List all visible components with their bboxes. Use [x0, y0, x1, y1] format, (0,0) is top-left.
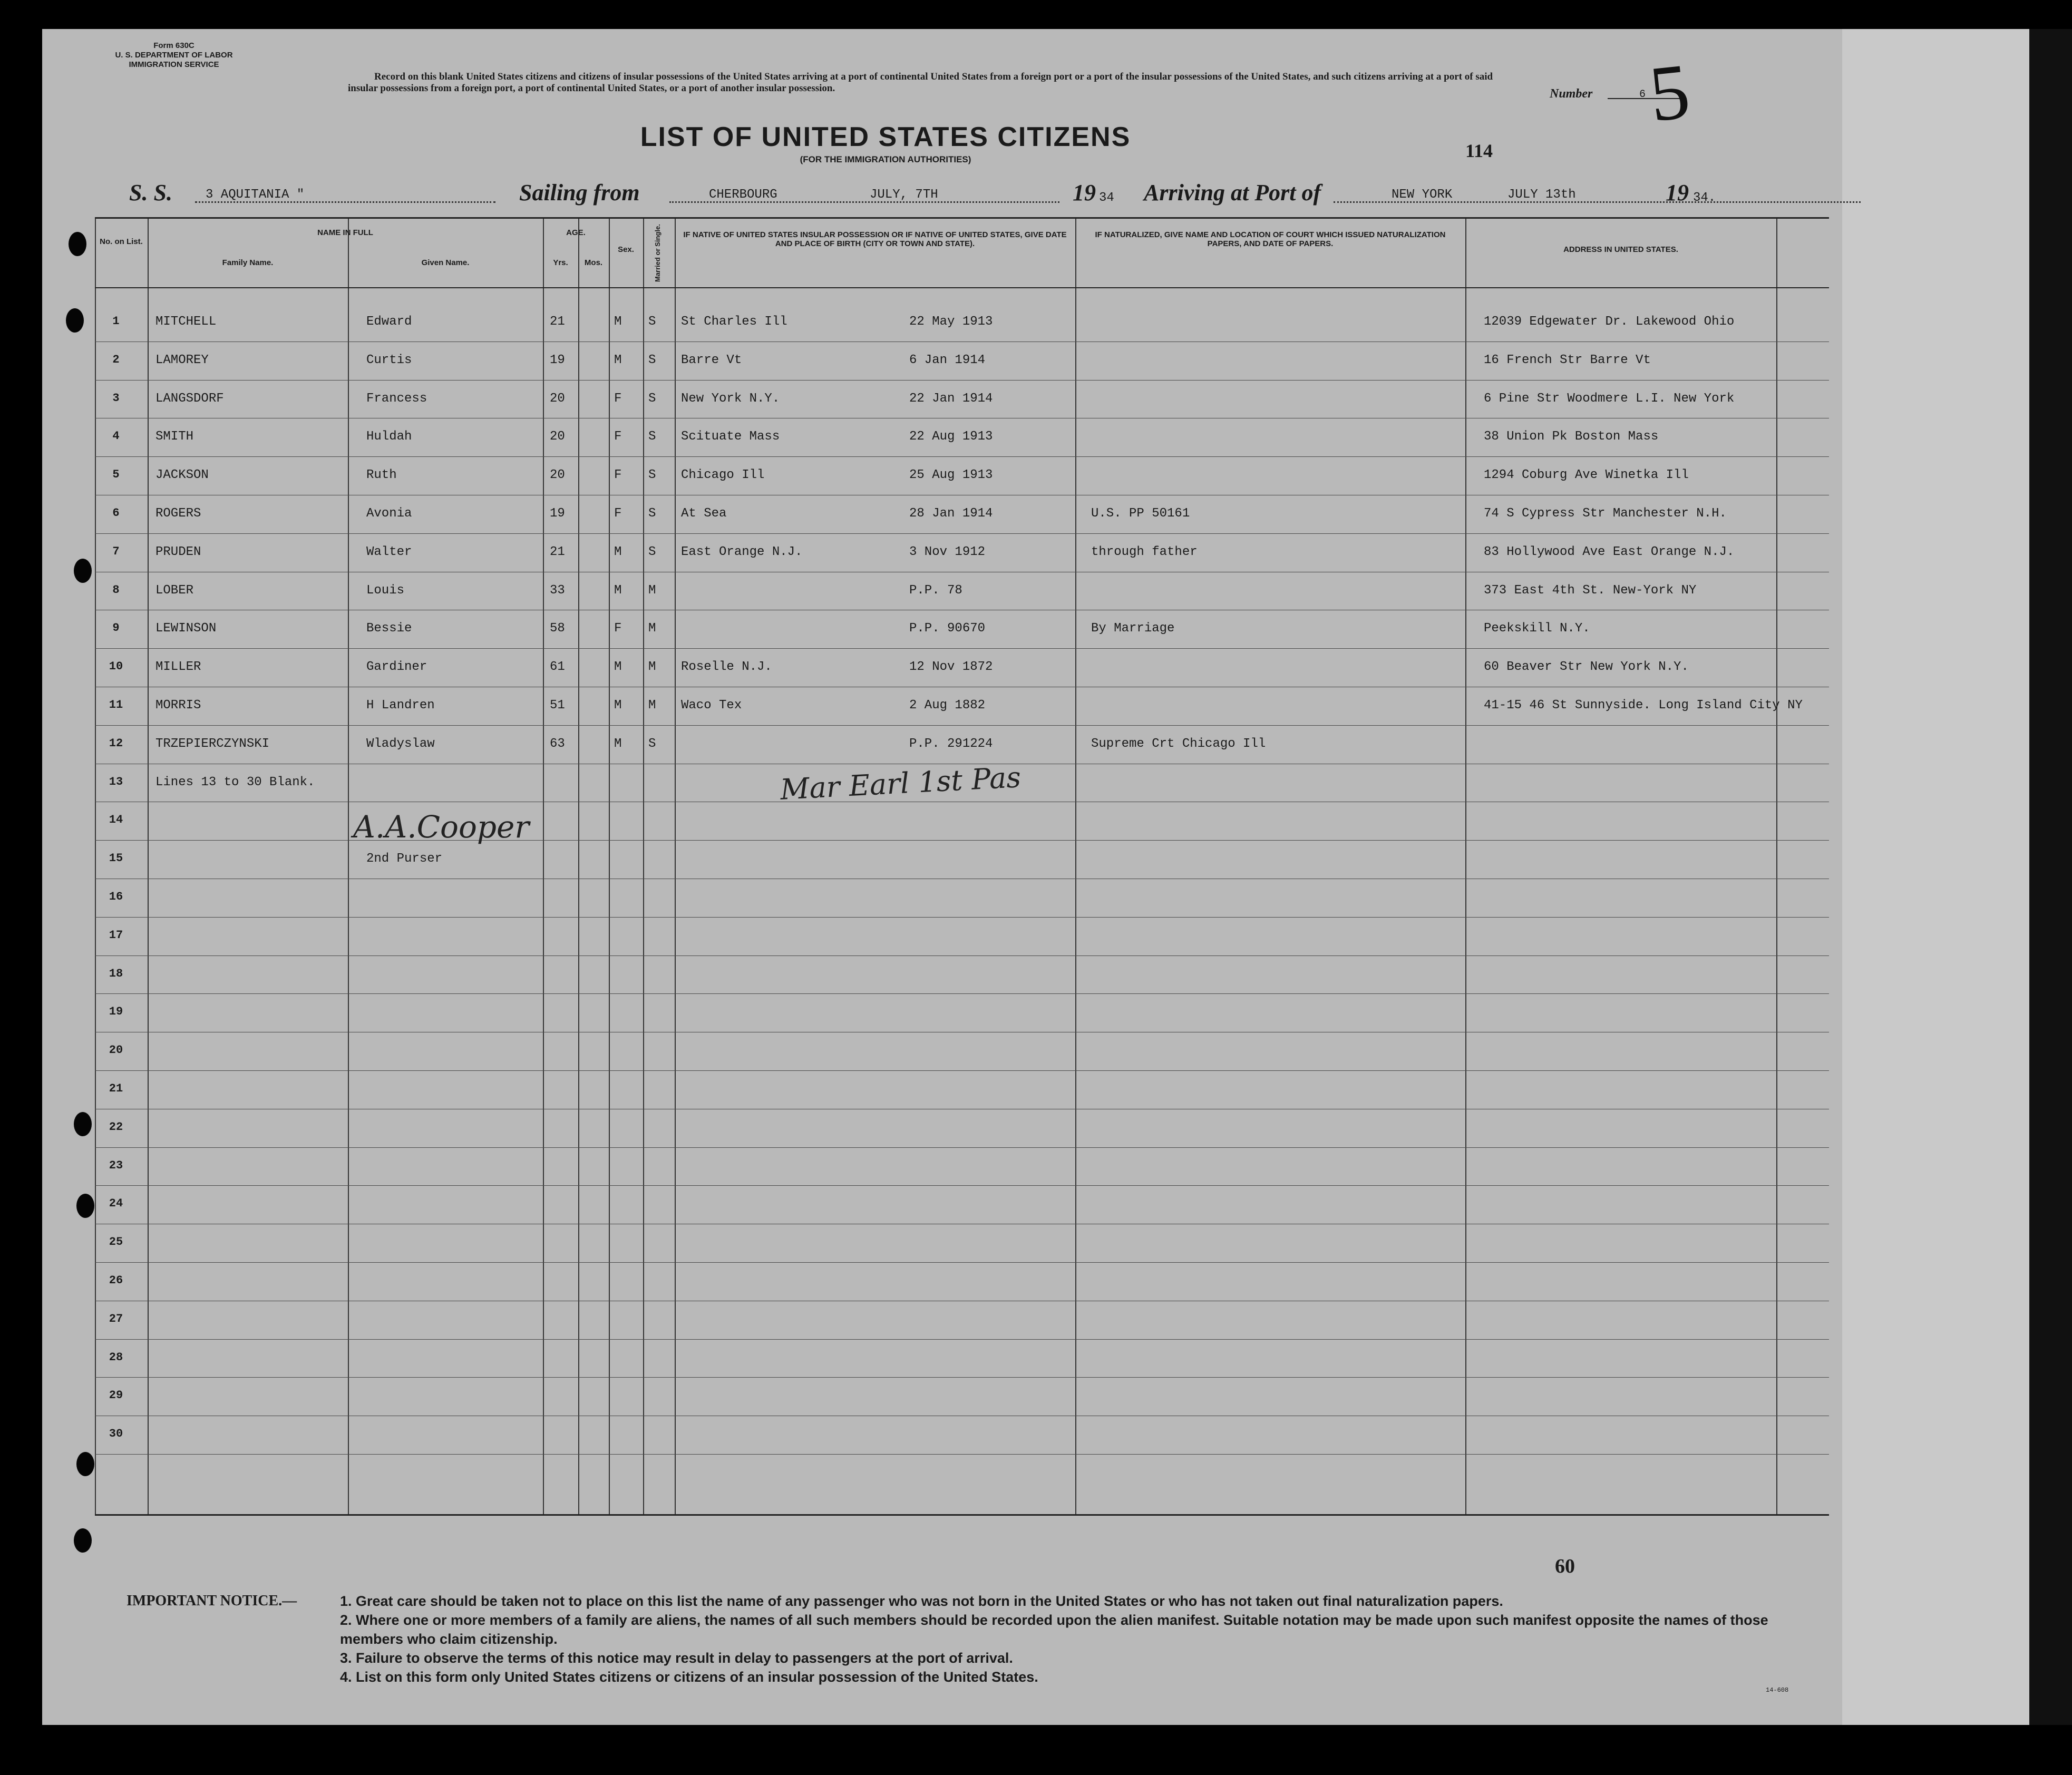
table-row: [95, 496, 1829, 534]
cell-no: 16: [109, 890, 123, 903]
cell-ms: S: [648, 468, 656, 483]
cell-given: Gardiner: [366, 660, 427, 675]
arriving-label: Arriving at Port of: [1144, 180, 1321, 206]
header-no-on-list: No. on List.: [100, 237, 143, 246]
header-bottom-rule: [95, 287, 1829, 288]
header-naturalized: IF NATURALIZED, GIVE NAME AND LOCATION OF COURT WHICH ISSUED NATURALIZATION PAPERS, AND DATE OF PAPERS.: [1095, 230, 1446, 248]
cell-date: P.P. 90670: [909, 621, 986, 636]
cell-place: East Orange N.J.: [681, 544, 803, 559]
cell-date: 22 May 1913: [909, 315, 993, 329]
cell-family: LANGSDORF: [155, 391, 224, 406]
number-handwritten: 5: [1645, 47, 1694, 139]
page-subtitle: (FOR THE IMMIGRATION AUTHORITIES): [800, 154, 971, 164]
table-row: [95, 304, 1829, 342]
cell-addr: 38 Union Pk Boston Mass: [1484, 430, 1659, 444]
table-row: [95, 1225, 1829, 1263]
notice-item: 4. List on this form only United States citizens or citizens of an insular possession of the United States.: [340, 1669, 1038, 1685]
cell-no: 27: [109, 1312, 123, 1325]
margin-strip: [1842, 29, 2029, 1725]
cell-ms: S: [648, 353, 656, 367]
arrival-year-prefix: 19: [1666, 180, 1689, 206]
cell-given: Huldah: [366, 430, 412, 444]
row-rule: [95, 1147, 1829, 1148]
cell-age: 20: [550, 430, 565, 444]
cell-date: 25 Aug 1913: [909, 468, 993, 483]
table-row: [95, 611, 1829, 649]
cell-ms: S: [648, 736, 656, 751]
arrival-date: JULY 13th: [1507, 188, 1576, 202]
form-instructions: Record on this blank United States citizens and citizens of insular possessions of the United States arriving at a port of continental United States from a foreign port or a port of the insular possessions of the United States, and such citizens arriving at a port of said insular possessions from a foreign port, a port of continental United States, or a port of another insular possession.: [348, 71, 1493, 94]
row-rule: [95, 380, 1829, 381]
number-small: 6: [1639, 89, 1646, 101]
table-row: [95, 1302, 1829, 1340]
cell-addr: 373 East 4th St. New-York NY: [1484, 583, 1697, 598]
ss-label: S. S.: [129, 180, 172, 206]
cell-age: 20: [550, 391, 565, 406]
sailing-year-prefix: 19: [1073, 180, 1096, 206]
cell-no: 25: [109, 1235, 123, 1249]
cell-given: Curtis: [366, 353, 412, 367]
cell-no: 3: [112, 391, 120, 405]
cell-no: 21: [109, 1082, 123, 1095]
cell-addr: 74 S Cypress Str Manchester N.H.: [1484, 506, 1727, 521]
cell-date: 12 Nov 1872: [909, 660, 993, 675]
table-row: [95, 688, 1829, 726]
cell-place: Roselle N.J.: [681, 660, 772, 675]
cell-age: 61: [550, 660, 565, 675]
cell-date: 2 Aug 1882: [909, 698, 986, 713]
punch-hole: [74, 1112, 92, 1136]
table-row: [95, 1186, 1829, 1224]
cell-age: 58: [550, 621, 565, 636]
cell-sex: F: [614, 430, 622, 444]
sailing-label: Sailing from: [519, 180, 640, 206]
table-row: [95, 1417, 1829, 1455]
cell-sex: M: [614, 353, 622, 367]
voyage-line: [0, 179, 2072, 211]
table-row: [95, 957, 1829, 994]
cell-sex: F: [614, 391, 622, 406]
scan-border: [2029, 29, 2072, 1725]
row-rule: [95, 917, 1829, 918]
cell-age: 19: [550, 506, 565, 521]
row-rule: [95, 1070, 1829, 1071]
cell-sex: M: [614, 660, 622, 675]
table-row: [95, 1071, 1829, 1109]
cell-addr: 16 French Str Barre Vt: [1484, 353, 1651, 367]
cell-nat: Supreme Crt Chicago Ill: [1091, 736, 1266, 751]
row-rule: [95, 648, 1829, 649]
cell-date: P.P. 78: [909, 583, 962, 598]
arrival-year: 34.: [1693, 191, 1716, 205]
cell-family: ROGERS: [155, 506, 201, 521]
cell-no: 6: [112, 506, 120, 520]
header-married: Married or Single.: [654, 224, 662, 282]
table-row: [95, 1263, 1829, 1301]
punch-hole: [76, 1194, 94, 1218]
cell-ms: S: [648, 506, 656, 521]
cell-date: P.P. 291224: [909, 736, 993, 751]
cell-sex: F: [614, 506, 622, 521]
manifest-table: [95, 217, 1829, 1516]
cell-no: 22: [109, 1120, 123, 1134]
punch-hole: [69, 232, 86, 256]
punch-hole: [74, 559, 92, 583]
cell-family: PRUDEN: [155, 544, 201, 559]
table-row: [95, 343, 1829, 381]
header-name-in-full: NAME IN FULL: [317, 228, 373, 237]
cell-addr: 83 Hollywood Ave East Orange N.J.: [1484, 544, 1735, 559]
row-rule: [95, 955, 1829, 956]
cell-no: 29: [109, 1389, 123, 1402]
table-row: [95, 573, 1829, 611]
row-rule: [95, 1454, 1829, 1455]
cell-no: 5: [112, 468, 120, 482]
header-mos: Mos.: [584, 258, 603, 267]
cell-family: MORRIS: [155, 698, 201, 713]
cell-place: New York N.Y.: [681, 391, 780, 406]
notice-items: [340, 1592, 1816, 1686]
header-sex: Sex.: [618, 245, 634, 254]
cell-date: 6 Jan 1914: [909, 353, 986, 367]
table-row: [95, 381, 1829, 419]
table-row: [95, 534, 1829, 572]
cell-sex: M: [614, 544, 622, 559]
department: U. S. DEPARTMENT OF LABOR: [115, 51, 233, 60]
cell-place: Scituate Mass: [681, 430, 780, 444]
notice-item: 1. Great care should be taken not to place on this list the name of any passenger who was not born in the United States or who has not taken out final naturalization papers.: [340, 1593, 1503, 1609]
cell-no: 2: [112, 353, 120, 366]
cell-ms: S: [648, 430, 656, 444]
cell-age: 33: [550, 583, 565, 598]
cell-nat: By Marriage: [1091, 621, 1175, 636]
cell-sex: F: [614, 468, 622, 483]
cell-nat: U.S. PP 50161: [1091, 506, 1190, 521]
cell-no: 4: [112, 430, 120, 443]
table-row: [95, 1340, 1829, 1378]
cell-family: TRZEPIERCZYNSKI: [155, 736, 270, 751]
row-rule: [95, 1262, 1829, 1263]
cell-no: 14: [109, 813, 123, 827]
cell-no: 1: [112, 315, 120, 328]
table-row: [95, 1148, 1829, 1186]
cell-no: 15: [109, 852, 123, 865]
table-row: [95, 419, 1829, 457]
cell-place: Waco Tex: [681, 698, 742, 713]
table-row: [95, 1378, 1829, 1416]
cell-age: 51: [550, 698, 565, 713]
cell-addr: 12039 Edgewater Dr. Lakewood Ohio: [1484, 315, 1735, 329]
cell-no: 24: [109, 1197, 123, 1211]
notice-item: 3. Failure to observe the terms of this notice may result in delay to passengers at the port of arrival.: [340, 1650, 1013, 1666]
cell-place: Barre Vt: [681, 353, 742, 367]
notice-item: 2. Where one or more members of a family are aliens, the names of all such members should be recorded upon the alien manifest. Suitable notation may be made upon such manifest opposite the names of those members who claim citizenship.: [340, 1612, 1768, 1647]
cell-no: 19: [109, 1005, 123, 1019]
row-rule: [95, 993, 1829, 994]
cell-given: Wladyslaw: [366, 736, 435, 751]
table-row: [95, 457, 1829, 495]
cell-sex: M: [614, 698, 622, 713]
cell-no: 8: [112, 583, 120, 597]
cell-family: MILLER: [155, 660, 201, 675]
cell-no: 18: [109, 967, 123, 980]
cell-given: Avonia: [366, 506, 412, 521]
cell-no: 11: [109, 698, 123, 711]
sailing-year: 34: [1099, 191, 1114, 205]
cell-age: 19: [550, 353, 565, 367]
cell-age: 20: [550, 468, 565, 483]
inspector-annotation: Mar Earl 1st Pas: [779, 760, 1022, 806]
punch-hole: [66, 308, 84, 333]
cell-given: Edward: [366, 315, 412, 329]
cell-addr: 1294 Coburg Ave Winetka Ill: [1484, 468, 1689, 483]
service: IMMIGRATION SERVICE: [129, 60, 219, 69]
cell-family: SMITH: [155, 430, 194, 444]
cell-no: 13: [109, 775, 123, 788]
cell-ms: M: [648, 621, 656, 636]
number-label: Number: [1550, 87, 1593, 101]
table-row: [95, 994, 1829, 1032]
cell-no: 12: [109, 736, 123, 750]
sailing-port: CHERBOURG: [709, 188, 777, 202]
row-rule: [95, 1377, 1829, 1378]
cell-addr: 41-15 46 St Sunnyside. Long Island City NY: [1484, 698, 1803, 713]
table-row: [95, 880, 1829, 918]
header-family-name: Family Name.: [222, 258, 274, 267]
cell-addr: 6 Pine Str Woodmere L.I. New York: [1484, 391, 1735, 406]
cell-date: 22 Aug 1913: [909, 430, 993, 444]
cell-given: Walter: [366, 544, 412, 559]
cell-place: Chicago Ill: [681, 468, 765, 483]
form-number: Form 630C: [153, 41, 194, 50]
cell-no: 23: [109, 1158, 123, 1172]
cell-no: 7: [112, 544, 120, 558]
cell-nat: through father: [1091, 544, 1198, 559]
cell-no: 9: [112, 621, 120, 635]
header-yrs: Yrs.: [553, 258, 568, 267]
cell-family: MITCHELL: [155, 315, 217, 329]
cell-family: JACKSON: [155, 468, 209, 483]
cell-given: Ruth: [366, 468, 397, 483]
punch-hole: [76, 1452, 94, 1476]
cell-family: LAMOREY: [155, 353, 209, 367]
form-code: 14-608: [1766, 1686, 1789, 1694]
ship-name: 3 AQUITANIA ": [206, 188, 305, 202]
notice-title: IMPORTANT NOTICE.—: [127, 1593, 297, 1609]
page-title: LIST OF UNITED STATES CITIZENS: [640, 122, 1131, 152]
cell-no: 28: [109, 1350, 123, 1364]
row-rule: [95, 533, 1829, 534]
cell-given: Louis: [366, 583, 405, 598]
cell-age: 21: [550, 315, 565, 329]
form-identifier: [105, 41, 242, 70]
punch-hole: [74, 1528, 92, 1553]
table-row: [95, 1033, 1829, 1071]
sailing-date: JULY, 7TH: [870, 188, 938, 202]
row-rule: [95, 1339, 1829, 1340]
cell-no: 10: [109, 660, 123, 674]
table-row: [95, 1110, 1829, 1148]
cell-addr: 60 Beaver Str New York N.Y.: [1484, 660, 1689, 675]
cell-given: Bessie: [366, 621, 412, 636]
header-given-name: Given Name.: [421, 258, 470, 267]
table-row: [95, 918, 1829, 956]
cell-date: 28 Jan 1914: [909, 506, 993, 521]
cell-ms: S: [648, 544, 656, 559]
cell-no: 17: [109, 928, 123, 942]
cell-sex: M: [614, 583, 622, 598]
ship-line: [195, 201, 495, 203]
cell-sex: F: [614, 621, 622, 636]
cell-ms: M: [648, 698, 656, 713]
page-number: 114: [1465, 140, 1493, 161]
cell-ms: M: [648, 660, 656, 675]
row-rule: [95, 1185, 1829, 1186]
cell-ms: S: [648, 391, 656, 406]
cell-given: 2nd Purser: [366, 852, 443, 866]
cell-no: 20: [109, 1043, 123, 1057]
cell-place: At Sea: [681, 506, 727, 521]
cell-given: Francess: [366, 391, 427, 406]
sheet-number: 60: [1555, 1555, 1575, 1577]
table-row: [95, 841, 1829, 879]
cell-age: 21: [550, 544, 565, 559]
cell-ms: S: [648, 315, 656, 329]
row-rule: [95, 456, 1829, 457]
header-age: AGE.: [566, 228, 586, 237]
cell-sex: M: [614, 736, 622, 751]
cell-given: H Landren: [366, 698, 435, 713]
row-rule: [95, 725, 1829, 726]
cell-family: LEWINSON: [155, 621, 217, 636]
arrival-port: NEW YORK: [1392, 188, 1453, 202]
cell-no: 30: [109, 1427, 123, 1441]
cell-date: 22 Jan 1914: [909, 391, 993, 406]
header-address: ADDRESS IN UNITED STATES.: [1563, 245, 1678, 254]
cell-ms: M: [648, 583, 656, 598]
purser-signature: A.A.Cooper: [353, 809, 530, 845]
table-row: [95, 649, 1829, 687]
cell-place: St Charles Ill: [681, 315, 787, 329]
table-row: [95, 726, 1829, 764]
cell-no: 26: [109, 1274, 123, 1287]
cell-family: Lines 13 to 30 Blank.: [155, 775, 315, 789]
cell-sex: M: [614, 315, 622, 329]
cell-date: 3 Nov 1912: [909, 544, 986, 559]
cell-age: 63: [550, 736, 565, 751]
cell-family: LOBER: [155, 583, 194, 598]
cell-addr: Peekskill N.Y.: [1484, 621, 1590, 636]
header-birth: IF NATIVE OF UNITED STATES INSULAR POSSESSION OR IF NATIVE OF UNITED STATES, GIVE DATE AND PLACE OF BIRTH (CITY OR TOWN AND STATE).: [683, 230, 1067, 248]
